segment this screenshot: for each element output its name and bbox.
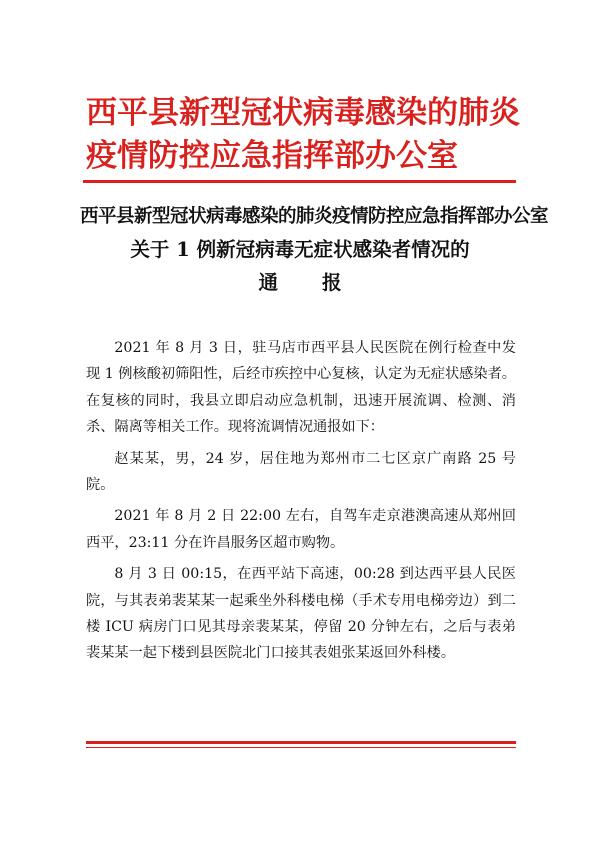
- body-paragraph-1: 2021 年 8 月 3 日，驻马店市西平县人民医院在例行检查中发现 1 例核酸初筛阳性，后经市疾控中心复核，认定为无症状感染者。在复核的同时，我县立即启动应急机制，迅速开展流调、检测、消杀、隔离等相关工作。现将流调情况通报如下：: [86, 340, 516, 436]
- issuing-office-header: [86, 92, 520, 178]
- header-line-2: 疫情防控应急指挥部办公室: [86, 138, 458, 174]
- notice-title: [80, 200, 549, 299]
- footer-red-divider-thin: [86, 747, 516, 748]
- title-line-3: 通报: [258, 271, 386, 294]
- header-line-1: 西平县新型冠状病毒感染的肺炎: [86, 95, 520, 131]
- title-line-2: 关于 1 例新冠病毒无症状感染者情况的: [130, 238, 470, 261]
- notice-body: [86, 335, 516, 672]
- body-paragraph-3: 2021 年 8 月 2 日 22:00 左右，自驾车走京港澳高速从郑州回西平，23:11 分在许昌服务区超市购物。: [86, 508, 516, 551]
- body-paragraph-2: 赵某某，男，24 岁，居住地为郑州市二七区京广南路 25 号院。: [86, 450, 516, 494]
- footer-red-divider-thick: [86, 741, 516, 744]
- title-line-1: 西平县新型冠状病毒感染的肺炎疫情防控应急指挥部办公室: [80, 206, 549, 227]
- header-red-divider: [83, 180, 516, 183]
- body-paragraph-4: 8 月 3 日 00:15，在西平站下高速，00:28 到达西平县人民医院，与其表弟裴某某一起乘坐外科楼电梯（手术专用电梯旁边）到二楼 ICU 病房门口见其母亲裴某某，停留 20 分钟左右，之后与表弟裴某某一起下楼到县医院北门口接其表姐张某返回外科楼。: [86, 566, 516, 662]
